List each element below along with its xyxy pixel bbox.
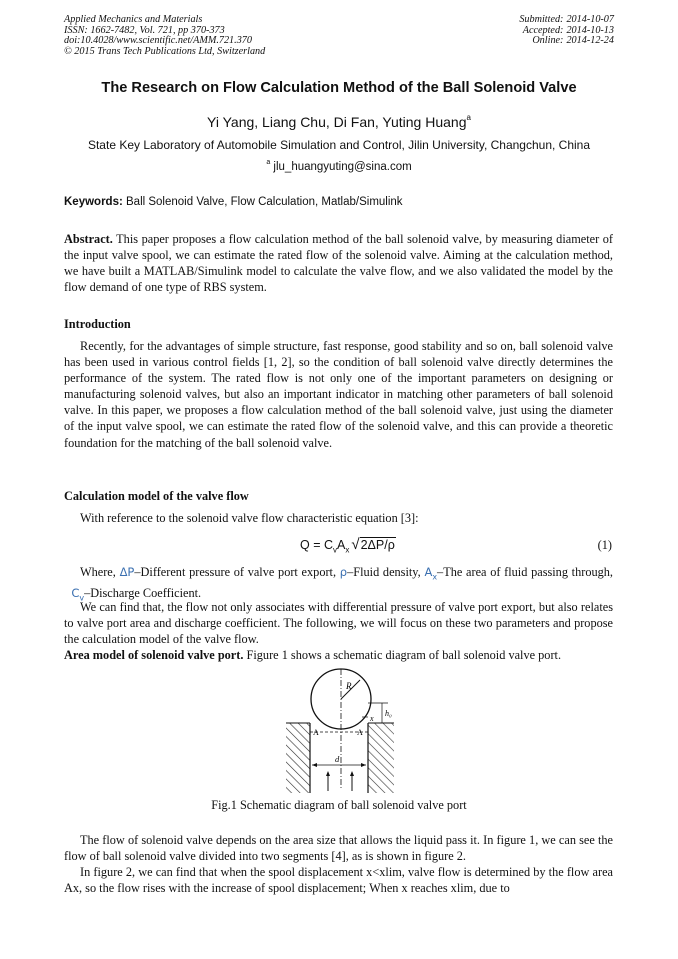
doi: doi:10.4028/www.scientific.net/AMM.721.370 [64, 35, 252, 47]
flow-equation [300, 536, 396, 555]
paper-title: The Research on Flow Calculation Method of the Ball Solenoid Valve [101, 80, 577, 96]
eq-lhs: Q = C [300, 538, 333, 552]
online-date: 2014-12-24 [566, 35, 614, 47]
journal-name: Applied Mechanics and Materials [64, 14, 203, 25]
flow-arrowhead-left [326, 771, 330, 776]
accepted-label: Accepted: [522, 24, 564, 36]
where-word: Where, [80, 565, 116, 579]
def-rho: –Fluid density, [347, 565, 421, 579]
affiliation: State Key Laboratory of Automobile Simulation and Control, Jilin University, Changchun, China [87, 138, 591, 152]
valve-port-diagram [282, 665, 398, 793]
calc-model-intro: With reference to the solenoid valve flow characteristic equation [3]: [80, 511, 419, 525]
flow-paragraph-1: The flow of solenoid valve depends on the area size that allows the liquid pass it. In figure 1, we can see the flow of ball solenoid valve divided into two segments [4], as is shown in figure 2. [64, 833, 613, 864]
flow-arrowhead-right [350, 771, 354, 776]
symbol-cv-sub: v [79, 593, 85, 603]
figure-caption: Fig.1 Schematic diagram of ball solenoid valve port [211, 798, 467, 812]
eq-cv-sub: v [333, 545, 337, 555]
abstract [64, 231, 613, 295]
submitted-label: Submitted: [519, 14, 564, 25]
d-arrow-left [312, 763, 317, 767]
abstract-text: This paper proposes a flow calculation method of the ball solenoid valve, by measuring diameter of the input valve spool, we can estimate the rated flow of the solenoid valve. Aiming at the calculation method, we have built a MATLAB/Simulink model to calculate the valve flow, and we also validated the model by the flow demand of one type of RBS system. [64, 232, 613, 295]
keywords [64, 196, 403, 208]
eq-ax-sub: x [345, 545, 350, 555]
calc-model-paragraph: We can find that, the flow not only associates with differential pressure of valve port export, but also relates to valve port area and discharge coefficient. The following, we will focus on these two parameters and propose the calculation model of the valve flow. [64, 600, 613, 647]
publication-info [64, 15, 265, 57]
submitted-row [519, 15, 614, 26]
right-wall-hatch [368, 723, 394, 793]
author-mark: a [466, 113, 471, 122]
eq-ax: A [337, 538, 346, 552]
flow-paragraph-2: In figure 2, we can find that when the spool displacement x<xlim, valve flow is determined by the flow area Ax, so the flow rises with the increase of spool displacement; When x reaches xlim, due to [64, 865, 613, 896]
submitted-date: 2014-10-07 [566, 14, 614, 25]
symbol-cv-letter: C [71, 586, 80, 601]
copyright: © 2015 Trans Tech Publications Ltd, Switzerland [64, 45, 266, 57]
keywords-label: Keywords: [64, 196, 123, 208]
email-mark: a [266, 159, 271, 166]
symbol-ax-letter: A [424, 565, 433, 579]
symbol-rho: ρ [339, 565, 348, 579]
author-email [0, 159, 678, 173]
left-wall-hatch [286, 723, 310, 793]
symbol-ax-sub: x [432, 572, 438, 582]
area-model-paragraph [64, 647, 613, 663]
def-delta-p: –Different pressure of valve port export, [134, 565, 337, 579]
submission-dates [519, 15, 614, 47]
def-cv: –Discharge Coefficient. [84, 586, 202, 601]
online-row [519, 36, 614, 47]
equation-number: (1) [597, 538, 612, 552]
label-a-right: A [357, 728, 363, 737]
def-ax: –The area of fluid passing through, [437, 565, 614, 579]
author-list [0, 113, 678, 130]
symbol-ax [424, 565, 438, 582]
sqrt-icon: √ [351, 536, 360, 553]
issn: ISSN: 1662-7482, Vol. 721, pp 370-373 [64, 24, 225, 36]
author-names: Yi Yang, Liang Chu, Di Fan, Yuting Huang [207, 114, 467, 130]
symbol-delta-p: ΔP [119, 565, 135, 579]
accepted-date: 2014-10-13 [566, 24, 614, 36]
calc-model-heading: Calculation model of the valve flow [64, 489, 249, 503]
d-arrow-right [361, 763, 366, 767]
label-d: d [335, 754, 340, 764]
introduction-text: Recently, for the advantages of simple structure, fast response, good stability and so on, ball solenoid valve has been used in various control fields [1, 2], so the condition of ball solenoid valve directly determines the performance of the system. The rated flow is not only one of the important parameters on designing or manufacturing solenoid valves, but also an important indicator in matching other parameters of ball solenoid valve. In this paper, we proposes a flow calculation method of the ball solenoid valve, just using the diameter of the input valve spool, we can estimate the rated flow of the solenoid valve, and this can provide a theoretic foundation for the matching of the ball solenoid valve. [64, 339, 613, 450]
online-label: Online: [532, 35, 564, 47]
email-address: jlu_huangyuting@sina.com [273, 161, 412, 173]
eq-radicand: 2ΔP/ρ [360, 538, 395, 552]
label-a-left: A [313, 728, 319, 737]
area-model-text: Figure 1 shows a schematic diagram of ball solenoid valve port. [246, 648, 562, 662]
label-r: R [346, 681, 352, 691]
introduction-heading: Introduction [64, 317, 131, 331]
area-model-heading: Area model of solenoid valve port. [64, 648, 244, 662]
keywords-text: Ball Solenoid Valve, Flow Calculation, Matlab/Simulink [126, 196, 403, 208]
label-x: x [370, 714, 374, 723]
label-h0: h₀ [385, 709, 392, 718]
abstract-label: Abstract. [64, 232, 113, 246]
